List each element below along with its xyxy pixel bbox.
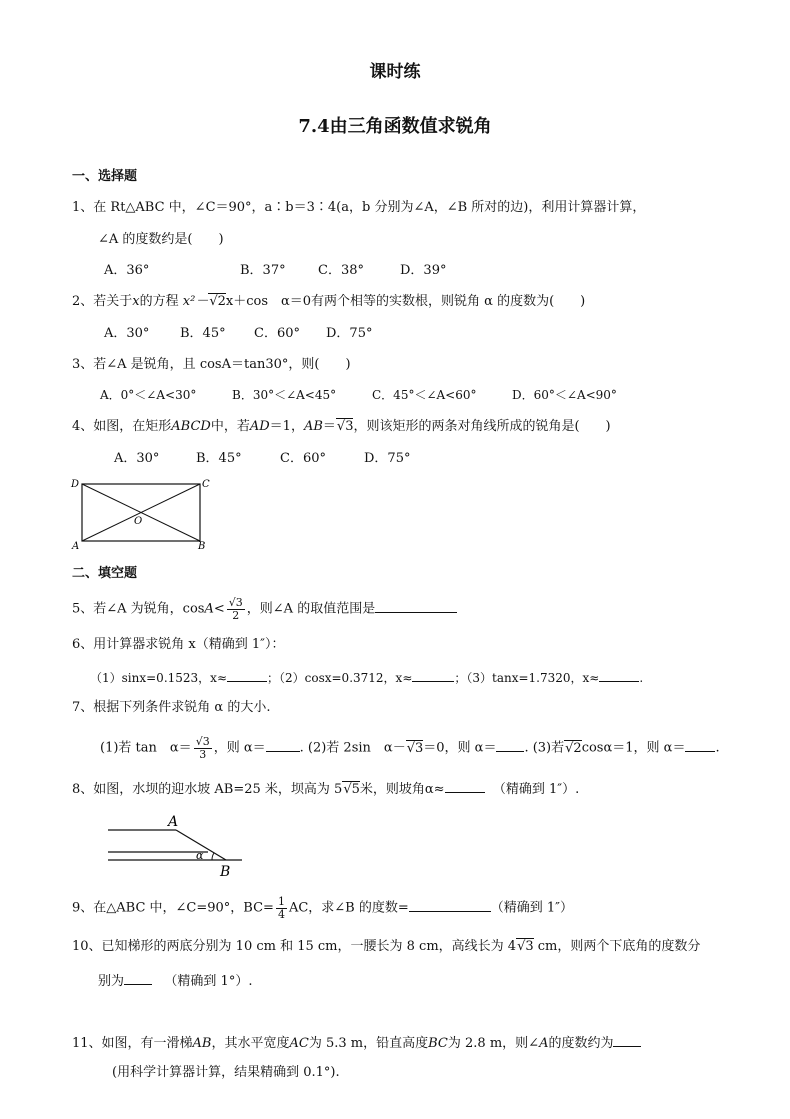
q2-part-a: 2、若关于	[72, 294, 133, 309]
q4-option-c: C．60°	[280, 451, 326, 466]
q7-part-i: .	[715, 740, 720, 756]
q1-option-d: D．39°	[400, 263, 447, 278]
q6-part1: （1）sinx=0.1523，x≈	[90, 671, 227, 685]
q7-blank3[interactable]	[685, 739, 715, 752]
alpha-arc	[212, 853, 214, 860]
q2-part-d: x²－	[182, 294, 209, 309]
q10-text-line1	[72, 940, 700, 953]
q11-ac: AC	[289, 1036, 309, 1051]
q2-option-a: A．30°	[104, 326, 150, 341]
q8-text	[72, 780, 579, 796]
q4-rect-name: ABCD	[171, 419, 211, 434]
q6-part3: ；（3）tanx=1.7320，x≈	[454, 671, 600, 685]
q5-answer-blank[interactable]	[375, 600, 457, 613]
q10-blank[interactable]	[124, 972, 152, 985]
q2-sqrt2: √2	[209, 294, 226, 309]
q5-text	[72, 597, 457, 621]
q4-ad: AD	[249, 419, 270, 434]
q9-text	[72, 896, 573, 920]
label-b: B	[198, 541, 206, 552]
q9-part-a: 9、在△ABC 中，∠C=90°，BC=	[72, 900, 274, 916]
q9-fraction	[276, 896, 287, 920]
q5-fraction	[227, 597, 245, 621]
dam-label-b: B	[220, 864, 231, 880]
q3-option-c: C．45°＜∠A<60°	[372, 388, 477, 402]
q9-blank[interactable]	[409, 899, 491, 912]
q4-part-e: ＝1，	[269, 419, 304, 434]
section-fill-heading: 二、填空题	[72, 566, 138, 581]
dam-label-alpha: α	[196, 849, 204, 862]
q8-sqrt5: √5	[343, 782, 360, 797]
q9-part-c: （精确到 1″）	[490, 900, 574, 916]
q7-part-e: ＝0，则 α＝	[423, 740, 497, 756]
q2-part-c: 的方程	[139, 294, 179, 309]
q9-part-b: AC，求∠B 的度数=	[288, 900, 409, 916]
q6-blank3[interactable]	[599, 669, 639, 682]
q6-text-line2	[90, 669, 643, 684]
q8-part-c: 米，则坡角α≈	[359, 782, 445, 797]
q9-denominator: 4	[277, 907, 285, 921]
q7-fraction	[194, 736, 212, 760]
q4-option-b: B．45°	[196, 451, 242, 466]
q4-part-c: 中，若	[210, 419, 250, 434]
page-title: 课时练	[369, 62, 421, 82]
rectangle-figure	[68, 474, 218, 554]
q1-text-line1: 1、在 Rt△ABC 中，∠C＝90°，a∶b＝3∶4(a，b 分别为∠A，∠B 所对的边)，利用计算器计算，	[72, 200, 646, 215]
q5-part-d: ，则∠A 的取值范围是	[246, 601, 376, 617]
q8-part-a: 8、如图，水坝的迎水坡 AB=25 米，坝高为 5	[72, 782, 343, 797]
q7-numerator: √3	[195, 735, 210, 748]
q2-var-x: x	[132, 294, 140, 309]
q2-text	[72, 295, 585, 308]
q3-option-d: D．60°＜∠A<90°	[512, 388, 617, 402]
q7-denominator: 3	[199, 747, 207, 761]
q6-text-line1: 6、用计算器求锐角 x（精确到 1″）：	[72, 637, 285, 652]
q11-var-a: A	[539, 1036, 549, 1051]
dam-figure	[100, 808, 260, 880]
label-d: D	[71, 479, 80, 490]
q4-part-g: ＝	[322, 419, 336, 434]
q10-sqrt3: √3	[517, 939, 534, 954]
q10-text-line2	[98, 972, 252, 988]
q10-part-a: 10、已知梯形的两底分别为 10 cm 和 15 cm，一腰长为 8 cm，高线长为 4	[72, 939, 517, 954]
q11-part-g: 为 2.8 m，则∠	[447, 1036, 540, 1051]
q1-option-b: B．37°	[240, 263, 286, 278]
q11-text-line1	[72, 1034, 641, 1050]
q11-ab: AB	[192, 1036, 212, 1051]
q5-lt: <	[213, 601, 225, 617]
q7-part-c: . (2)若 2sin α－	[299, 740, 406, 756]
q10-line2-a: 别为	[98, 974, 125, 989]
q7-part-a: (1)若 tan α＝	[100, 740, 192, 756]
dam-label-a: A	[168, 814, 179, 830]
q4-option-a: A．30°	[114, 451, 160, 466]
section-choice-heading: 一、选择题	[72, 169, 138, 184]
q5-numerator: √3	[228, 596, 243, 609]
q7-blank2[interactable]	[496, 739, 524, 752]
q2-part-f: x＋cos α＝0有两个相等的实数根，则锐角 α 的度数为( )	[225, 294, 586, 309]
q6-part2: ；（2）cosx=0.3712，x≈	[267, 671, 413, 685]
q6-end: .	[639, 671, 644, 685]
q3-text: 3、若∠A 是锐角，且 cosA＝tan30°，则( )	[72, 357, 351, 372]
q2-option-b: B．45°	[180, 326, 226, 341]
q9-numerator: 1	[277, 895, 285, 908]
q3-option-a: A．0°＜∠A<30°	[100, 388, 197, 402]
q7-part-h: cosα＝1，则 α＝	[581, 740, 686, 756]
q11-text-line2: (用科学计算器计算，结果精确到 0.1°).	[112, 1065, 340, 1080]
q7-text-line1: 7、根据下列条件求锐角 α 的大小.	[72, 700, 271, 715]
q10-line2-b: （精确到 1°）.	[164, 974, 253, 989]
q8-blank[interactable]	[445, 780, 485, 793]
q8-part-d: （精确到 1″）.	[492, 782, 580, 797]
q11-part-c: ，其水平宽度	[211, 1036, 290, 1051]
q11-part-i: 的度数约为	[548, 1036, 614, 1051]
q2-option-d: D．75°	[326, 326, 373, 341]
label-a: A	[72, 541, 80, 552]
q4-text	[72, 420, 611, 433]
q7-sqrt2: √2	[565, 740, 582, 756]
q1-text-line2: ∠A 的度数约是( )	[98, 232, 224, 247]
q6-blank1[interactable]	[227, 669, 267, 682]
lesson-subtitle: 7.4由三角函数值求锐角	[298, 116, 492, 137]
q4-ab: AB	[303, 419, 323, 434]
q11-part-a: 11、如图，有一滑梯	[72, 1036, 193, 1051]
q5-part-a: 5、若∠A 为锐角，cos	[72, 601, 205, 617]
q11-blank[interactable]	[613, 1034, 641, 1047]
label-c: C	[202, 479, 210, 490]
q7-part-f: . (3)若	[524, 740, 565, 756]
q11-bc: BC	[428, 1036, 448, 1051]
q4-option-d: D．75°	[364, 451, 411, 466]
q7-blank1[interactable]	[266, 739, 300, 752]
q7-sqrt3: √3	[406, 740, 424, 756]
q11-part-e: 为 5.3 m，铅直高度	[308, 1036, 429, 1051]
q6-blank2[interactable]	[412, 669, 454, 682]
q3-option-b: B．30°＜∠A<45°	[232, 388, 337, 402]
q5-var-a: A	[204, 601, 214, 617]
q1-option-a: A．36°	[104, 263, 150, 278]
q4-part-i: ，则该矩形的两条对角线所成的锐角是( )	[353, 419, 611, 434]
q5-denominator: 2	[232, 608, 240, 622]
q2-option-c: C．60°	[254, 326, 300, 341]
q1-option-c: C．38°	[318, 263, 364, 278]
q4-part-a: 4、如图，在矩形	[72, 419, 172, 434]
q10-part-c: cm，则两个下底角的度数分	[537, 939, 701, 954]
q4-sqrt3: √3	[336, 419, 354, 434]
q7-part-b: ，则 α＝	[213, 740, 266, 756]
q7-text-line2	[100, 736, 720, 760]
label-o: O	[134, 516, 143, 527]
